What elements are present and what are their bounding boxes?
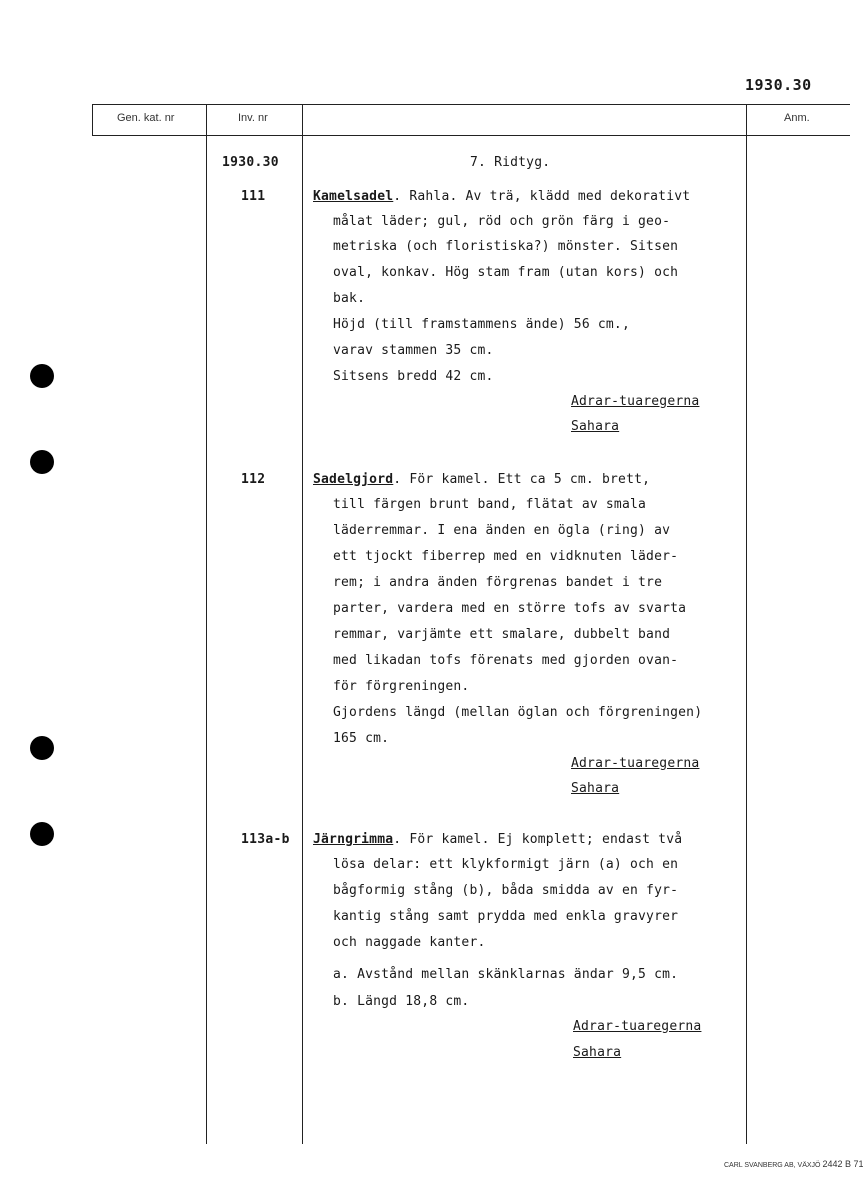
entry-text-line: För kamel. Ett ca 5 cm. brett, bbox=[409, 472, 651, 487]
entry-text-line: bågformig stång (b), båda smidda av en fyr- bbox=[333, 883, 679, 898]
section-inv-number: 1930.30 bbox=[222, 155, 279, 170]
entry-origin-place: Sahara bbox=[571, 781, 620, 796]
section-heading: 7. Ridtyg. bbox=[470, 155, 551, 170]
column-rule-desc-anm bbox=[746, 104, 747, 1144]
printer-footer bbox=[724, 1159, 863, 1169]
column-rule-inv-desc bbox=[302, 104, 303, 1144]
entry-text-line: remmar, varjämte ett smalare, dubbelt band bbox=[333, 627, 671, 642]
entry-text-line: målat läder; gul, röd och grön färg i geo- bbox=[333, 214, 671, 229]
entry-origin-place: Sahara bbox=[571, 419, 620, 434]
entry-text-line: oval, konkav. Hög stam fram (utan kors) och bbox=[333, 265, 679, 280]
entry-inv-number: 111 bbox=[241, 189, 266, 204]
entry-text-line: Gjordens längd (mellan öglan och förgreningen) bbox=[333, 705, 703, 720]
entry-first-line: Sadelgjord. För kamel. Ett ca 5 cm. brett, bbox=[313, 472, 651, 487]
document-number: 1930.30 bbox=[745, 76, 812, 94]
entry-title: Sadelgjord bbox=[313, 472, 394, 487]
column-rule-gen-inv bbox=[206, 104, 207, 1144]
entry-origin-place: Sahara bbox=[573, 1045, 622, 1060]
entry-text-line: rem; i andra änden förgrenas bandet i tre bbox=[333, 575, 663, 590]
entry-text-line: med likadan tofs förenats med gjorden ovan- bbox=[333, 653, 679, 668]
entry-text-line: För kamel. Ej komplett; endast två bbox=[409, 832, 683, 847]
entry-text-line: Höjd (till framstammens ände) 56 cm., bbox=[333, 317, 630, 332]
entry-text-line: parter, vardera med en större tofs av svarta bbox=[333, 601, 687, 616]
form-number: 2442 B 71 bbox=[822, 1159, 863, 1169]
printer-name: CARL SVANBERG AB, VÄXJÖ bbox=[724, 1162, 821, 1169]
entry-text-line: kantig stång samt prydda med enkla gravyrer bbox=[333, 909, 679, 924]
entry-text-line: lösa delar: ett klykformigt järn (a) och en bbox=[333, 857, 679, 872]
entry-origin-people: Adrar-tuaregerna bbox=[571, 756, 700, 771]
entry-origin-people: Adrar-tuaregerna bbox=[573, 1019, 702, 1034]
entry-inv-number: 112 bbox=[241, 472, 266, 487]
entry-text-line: bak. bbox=[333, 291, 366, 306]
entry-text-line: ett tjockt fiberrep med en vidknuten läder- bbox=[333, 549, 679, 564]
entry-text-line: Rahla. Av trä, klädd med dekorativt bbox=[409, 189, 691, 204]
column-header-gen-kat-nr: Gen. kat. nr bbox=[117, 112, 175, 124]
entry-text-line: varav stammen 35 cm. bbox=[333, 343, 494, 358]
punch-hole bbox=[30, 822, 54, 846]
punch-hole bbox=[30, 364, 54, 388]
entry-text-line: metriska (och floristiska?) mönster. Sitsen bbox=[333, 239, 679, 254]
column-header-anm: Anm. bbox=[784, 112, 810, 124]
entry-text-line: och naggade kanter. bbox=[333, 935, 486, 950]
entry-first-line: Kamelsadel. Rahla. Av trä, klädd med dekorativt bbox=[313, 189, 691, 204]
entry-title: Järngrimma bbox=[313, 832, 394, 847]
entry-text-line: läderremmar. I ena änden en ögla (ring) av bbox=[333, 523, 671, 538]
entry-text-line: Sitsens bredd 42 cm. bbox=[333, 369, 494, 384]
entry-text-line: a. Avstånd mellan skänklarnas ändar 9,5 cm. bbox=[333, 967, 679, 982]
entry-inv-number: 113a-b bbox=[241, 832, 290, 847]
punch-hole bbox=[30, 736, 54, 760]
entry-text-line: 165 cm. bbox=[333, 731, 390, 746]
entry-first-line: Järngrimma. För kamel. Ej komplett; endast två bbox=[313, 832, 683, 847]
entry-text-line: b. Längd 18,8 cm. bbox=[333, 994, 470, 1009]
entry-origin-people: Adrar-tuaregerna bbox=[571, 394, 700, 409]
column-header-inv-nr: Inv. nr bbox=[238, 112, 268, 124]
entry-text-line: till färgen brunt band, flätat av smala bbox=[333, 497, 647, 512]
punch-hole bbox=[30, 450, 54, 474]
column-rule-left bbox=[92, 104, 93, 136]
entry-title: Kamelsadel bbox=[313, 189, 394, 204]
entry-text-line: för förgreningen. bbox=[333, 679, 470, 694]
